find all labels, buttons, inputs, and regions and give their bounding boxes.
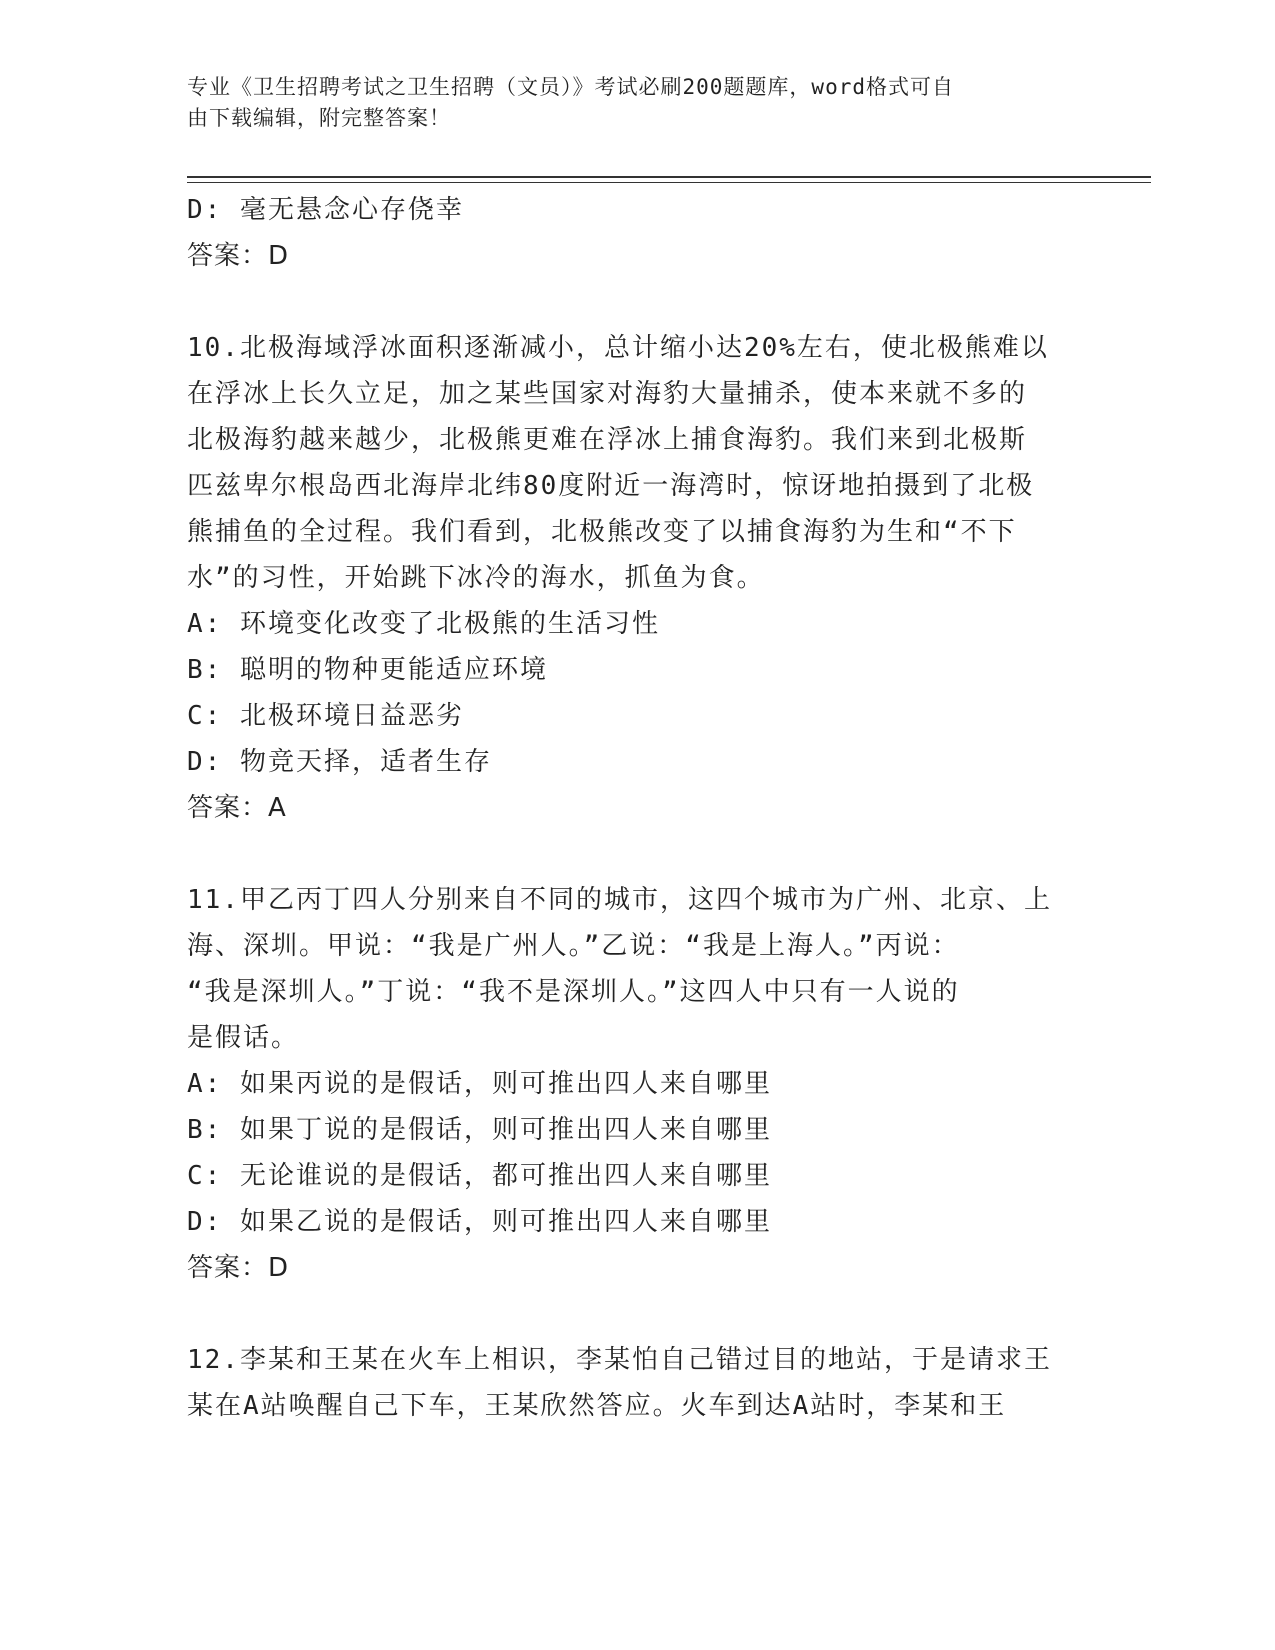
previous-question-tail xyxy=(187,187,1077,279)
question-12 xyxy=(187,1337,1077,1429)
header-rule-thick xyxy=(187,176,1151,178)
question-text-line: 10.北极海域浮冰面积逐渐减小，总计缩小达20%左右，使北极熊难以 xyxy=(187,333,1049,363)
document-header xyxy=(187,72,1067,134)
spacer xyxy=(187,1291,1077,1337)
question-text-line: 12.李某和王某在火车上相识，李某怕自己错过目的地站，于是请求王 xyxy=(187,1345,1052,1375)
option-b: B: 如果丁说的是假话，则可推出四人来自哪里 xyxy=(187,1115,772,1145)
spacer xyxy=(187,279,1077,325)
option-c: C: 北极环境日益恶劣 xyxy=(187,701,464,731)
header-line-2: 由下载编辑，附完整答案！ xyxy=(187,106,451,130)
question-text-line: 水”的习性，开始跳下冰冷的海水，抓鱼为食。 xyxy=(187,563,765,593)
question-text-line: 在浮冰上长久立足，加之某些国家对海豹大量捕杀，使本来就不多的 xyxy=(187,379,1028,409)
answer-line: 答案：A xyxy=(187,793,287,823)
answer-line: 答案：D xyxy=(187,241,290,271)
document-body xyxy=(187,187,1077,1429)
option-d: D: 物竞天择，适者生存 xyxy=(187,747,492,777)
question-text-line: 某在A站唤醒自己下车，王某欣然答应。火车到达A站时，李某和王 xyxy=(187,1391,1007,1421)
question-text-line: 北极海豹越来越少，北极熊更难在浮冰上捕食海豹。我们来到北极斯 xyxy=(187,425,1028,455)
header-line-1: 专业《卫生招聘考试之卫生招聘（文员）》考试必刷200题题库，word格式可自 xyxy=(187,75,954,99)
option-b: B: 聪明的物种更能适应环境 xyxy=(187,655,548,685)
question-text-line: 海、深圳。甲说：“我是广州人。”乙说：“我是上海人。”丙说： xyxy=(187,931,960,961)
answer-line: 答案：D xyxy=(187,1253,290,1283)
question-text-line: 匹兹卑尔根岛西北海岸北纬80度附近一海湾时，惊讶地拍摄到了北极 xyxy=(187,471,1035,501)
option-d: D: 毫无悬念心存侥幸 xyxy=(187,195,464,225)
question-11 xyxy=(187,877,1077,1291)
header-rule-thin xyxy=(187,182,1151,183)
spacer xyxy=(187,831,1077,877)
option-d: D: 如果乙说的是假话，则可推出四人来自哪里 xyxy=(187,1207,772,1237)
question-10 xyxy=(187,325,1077,831)
question-text-line: 是假话。 xyxy=(187,1023,300,1053)
option-c: C: 无论谁说的是假话，都可推出四人来自哪里 xyxy=(187,1161,772,1191)
option-a: A: 环境变化改变了北极熊的生活习性 xyxy=(187,609,660,639)
question-text-line: “我是深圳人。”丁说：“我不是深圳人。”这四人中只有一人说的 xyxy=(187,977,960,1007)
option-a: A: 如果丙说的是假话，则可推出四人来自哪里 xyxy=(187,1069,772,1099)
question-text-line: 11.甲乙丙丁四人分别来自不同的城市，这四个城市为广州、北京、上 xyxy=(187,885,1052,915)
question-text-line: 熊捕鱼的全过程。我们看到，北极熊改变了以捕食海豹为生和“不下 xyxy=(187,517,1017,547)
